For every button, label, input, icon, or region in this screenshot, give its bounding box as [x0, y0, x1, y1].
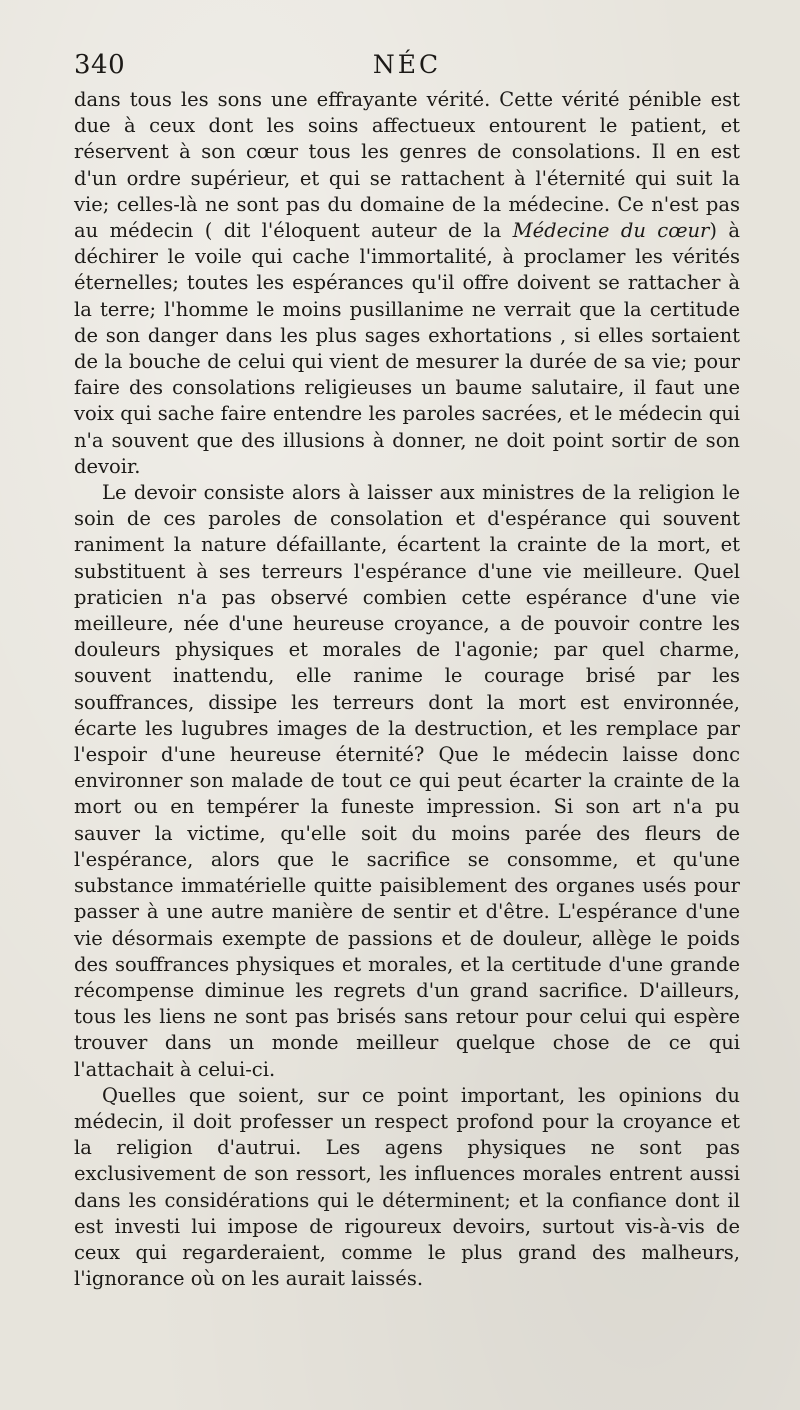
- paragraph-3: Quelles que soient, sur ce point important, les opinions du médecin, il doit professer un respect profond pour la croyance et la religion d'autrui. Les agens physiques ne sont pas exclusivement de son ressort, les influences morales entrent aussi dans les considérations qui le déterminent; et la confiance dont il est investi lui impose de rigoureux devoirs, surtout vis-à-vis de ceux qui regarderaient, comme le plus grand des malheurs, l'ignorance où on les aurait laissés.: [74, 1083, 740, 1291]
- running-head: NÉC: [372, 50, 442, 79]
- body-text: [74, 87, 740, 1292]
- page-number: 340: [74, 50, 126, 80]
- paragraph-1-text: dans tous les sons une effrayante vérité. Cette vérité pénible est due à ceux dont les soins affectueux entourent le patient, et réservent à son cœur tous les genres de consolations. Il en est d'un ordre supérieur, et qui se rattachent à l'éternité qui suit la vie; celles-là ne sont pas du domaine de la médecine. Ce n'est pas au médecin ( dit l'éloquent auteur de la: [74, 88, 740, 243]
- paragraph-1-text-continued: ) à déchirer le voile qui cache l'immortalité, à proclamer les vérités éternelles; toutes les espérances qu'il offre doivent se rattacher à la terre; l'homme le moins pusillanime ne verrait que la certitude de son danger dans les plus sages exhortations , si elles sortaient de la bouche de celui qui vient de mesurer la durée de sa vie; pour faire des consolations religieuses un baume salutaire, il faut une voix qui sache faire entendre les paroles sacrées, et le médecin qui n'a souvent que des illusions à donner, ne doit point sortir de son devoir.: [74, 219, 741, 478]
- book-title-italic: Médecine du cœur: [512, 219, 710, 243]
- paragraph-2: Le devoir consiste alors à laisser aux ministres de la religion le soin de ces paroles de consolation et d'espérance qui souvent raniment la nature défaillante, écartent la crainte de la mort, et substituent à ses terreurs l'espérance d'une vie meilleure. Quel praticien n'a pas observé combien cette espérance d'une vie meilleure, née d'une heureuse croyance, a de pouvoir contre les douleurs physiques et morales de l'agonie; par quel charme, souvent inattendu, elle ranime le courage brisé par les souffrances, dissipe les terreurs dont la mort est environnée, écarte les lugubres images de la destruction, et les remplace par l'espoir d'une heureuse éternité? Que le médecin laisse donc environner son malade de tout ce qui peut écarter la crainte de la mort ou en tempérer la funeste impression. Si son art n'a pu sauver la victime, qu'elle soit du moins parée des fleurs de l'espérance, alors que le sacrifice se consomme, et qu'une substance immatérielle quitte paisiblement des organes usés pour passer à une autre manière de sentir et d'être. L'espérance d'une vie désormais exempte de passions et de douleur, allège le poids des souffrances physiques et morales, et la certitude d'une grande récompense diminue les regrets d'un grand sacrifice. D'ailleurs, tous les liens ne sont pas brisés sans retour pour celui qui espère trouver dans un monde meilleur quelque chose de ce qui l'attachait à celui-ci.: [74, 481, 740, 1081]
- paragraph-1: [74, 87, 740, 480]
- page-header: [74, 50, 740, 90]
